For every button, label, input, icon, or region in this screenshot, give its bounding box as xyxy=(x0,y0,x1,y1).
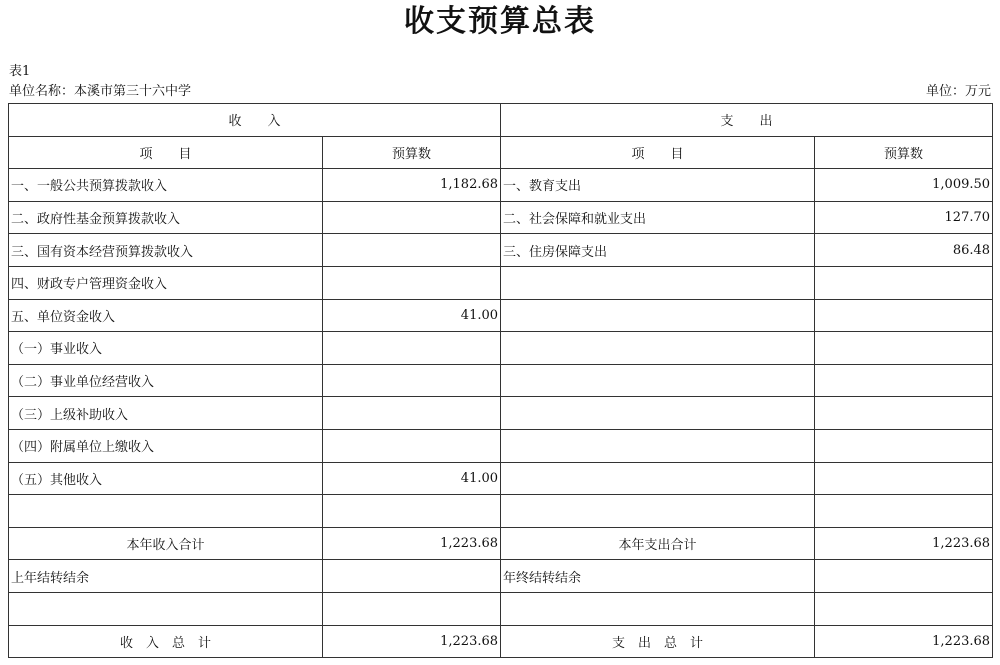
income-item: （二）事业单位经营收入 xyxy=(9,364,323,397)
income-value xyxy=(323,332,501,365)
income-subtotal-label: 本年收入合计 xyxy=(9,527,323,560)
expense-value xyxy=(815,266,993,299)
income-item: （四）附属单位上缴收入 xyxy=(9,429,323,462)
income-item: 二、政府性基金预算拨款收入 xyxy=(9,201,323,234)
expense-value: 127.70 xyxy=(815,201,993,234)
section-header-row xyxy=(9,104,993,137)
table-row xyxy=(9,495,993,528)
budget-table xyxy=(8,103,993,658)
income-value xyxy=(323,397,501,430)
table-row xyxy=(9,429,993,462)
expense-item: 三、住房保障支出 xyxy=(501,234,815,267)
expense-budget-header: 预算数 xyxy=(815,136,993,169)
income-item-header: 项 目 xyxy=(9,136,323,169)
income-total-value: 1,223.68 xyxy=(323,625,501,658)
income-value xyxy=(323,364,501,397)
income-value xyxy=(323,495,501,528)
expense-item xyxy=(501,397,815,430)
prior-year-carryover-value xyxy=(323,560,501,593)
expense-value xyxy=(815,429,993,462)
income-item xyxy=(9,495,323,528)
blank-cell xyxy=(323,592,501,625)
table-row xyxy=(9,364,993,397)
income-item: （五）其他收入 xyxy=(9,462,323,495)
expense-item xyxy=(501,364,815,397)
unit-name: 单位名称：本溪市第三十六中学 xyxy=(9,84,192,99)
income-item: 三、国有资本经营预算拨款收入 xyxy=(9,234,323,267)
year-end-carryover-label: 年终结转结余 xyxy=(501,560,815,593)
income-item: 五、单位资金收入 xyxy=(9,299,323,332)
expense-value xyxy=(815,364,993,397)
column-header-row xyxy=(9,136,993,169)
income-item: （三）上级补助收入 xyxy=(9,397,323,430)
blank-cell xyxy=(815,592,993,625)
expense-item: 一、教育支出 xyxy=(501,169,815,202)
expense-item-header: 项 目 xyxy=(501,136,815,169)
income-value: 1,182.68 xyxy=(323,169,501,202)
expense-subtotal-value: 1,223.68 xyxy=(815,527,993,560)
table-row xyxy=(9,332,993,365)
income-item: 一、一般公共预算拨款收入 xyxy=(9,169,323,202)
subtotal-row xyxy=(9,527,993,560)
expense-value xyxy=(815,495,993,528)
expense-item xyxy=(501,332,815,365)
expense-item xyxy=(501,462,815,495)
income-total-label: 收 入 总 计 xyxy=(9,625,323,658)
expense-value xyxy=(815,397,993,430)
income-budget-header: 预算数 xyxy=(323,136,501,169)
income-item: （一）事业收入 xyxy=(9,332,323,365)
expense-total-value: 1,223.68 xyxy=(815,625,993,658)
expense-value xyxy=(815,299,993,332)
table-row xyxy=(9,299,993,332)
expense-total-label: 支 出 总 计 xyxy=(501,625,815,658)
budget-table-body xyxy=(9,104,993,658)
expense-item xyxy=(501,429,815,462)
table-row xyxy=(9,397,993,430)
year-end-carryover-value xyxy=(815,560,993,593)
expense-subtotal-label: 本年支出合计 xyxy=(501,527,815,560)
income-value xyxy=(323,266,501,299)
expense-value: 1,009.50 xyxy=(815,169,993,202)
table-row xyxy=(9,462,993,495)
table-row xyxy=(9,201,993,234)
income-header: 收 入 xyxy=(9,104,501,137)
income-value: 41.00 xyxy=(323,299,501,332)
income-item: 四、财政专户管理资金收入 xyxy=(9,266,323,299)
blank-cell xyxy=(501,592,815,625)
blank-cell xyxy=(9,592,323,625)
expense-value xyxy=(815,462,993,495)
table-number: 表1 xyxy=(9,64,31,79)
prior-year-carryover-label: 上年结转结余 xyxy=(9,560,323,593)
table-row xyxy=(9,266,993,299)
carry-over-row xyxy=(9,560,993,593)
table-row xyxy=(9,169,993,202)
grand-total-row xyxy=(9,625,993,658)
expense-item: 二、社会保障和就业支出 xyxy=(501,201,815,234)
expense-value xyxy=(815,332,993,365)
table-row xyxy=(9,234,993,267)
page-title: 收支预算总表 xyxy=(404,4,596,39)
expense-header: 支 出 xyxy=(501,104,993,137)
expense-item xyxy=(501,495,815,528)
blank-row xyxy=(9,592,993,625)
currency-unit: 单位：万元 xyxy=(925,84,991,99)
income-value xyxy=(323,234,501,267)
income-value: 41.00 xyxy=(323,462,501,495)
expense-value: 86.48 xyxy=(815,234,993,267)
expense-item xyxy=(501,299,815,332)
income-value xyxy=(323,201,501,234)
income-subtotal-value: 1,223.68 xyxy=(323,527,501,560)
income-value xyxy=(323,429,501,462)
expense-item xyxy=(501,266,815,299)
